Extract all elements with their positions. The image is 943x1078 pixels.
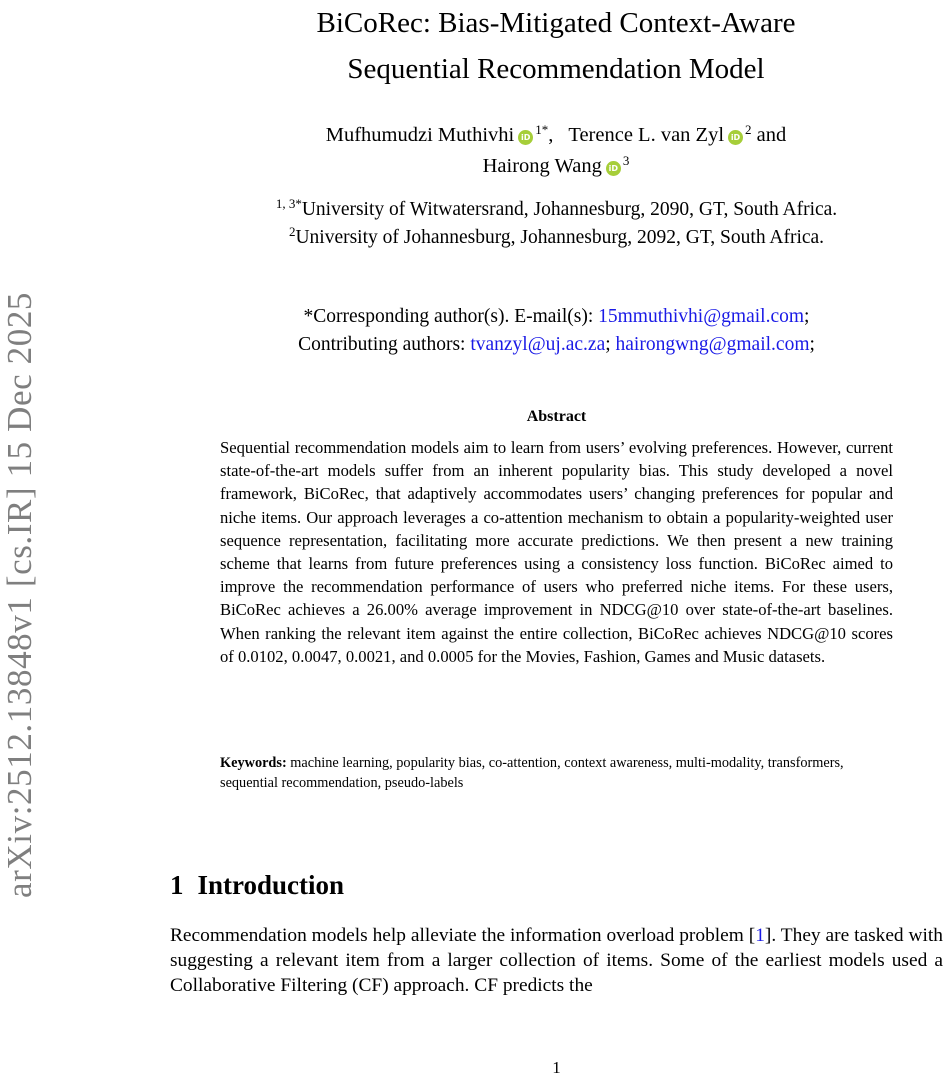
orcid-icon[interactable]: iD: [728, 130, 743, 145]
author-affiliation-mark: 3: [622, 153, 630, 168]
section-heading: [170, 870, 344, 901]
affiliation-line: [170, 196, 943, 224]
authors-conjunction: and: [756, 124, 787, 146]
email-link[interactable]: tvanzyl@uj.ac.za: [470, 334, 606, 355]
arxiv-identifier-stamp: arXiv:2512.13848v1 [cs.IR] 15 Dec 2025: [0, 291, 39, 899]
page-number: 1: [552, 1058, 561, 1077]
keywords-text: machine learning, popularity bias, co-attention, context awareness, multi-modality, transformers, sequential recommendation, pseudo-labels: [220, 755, 844, 791]
author-name: Terence L. van Zyl: [568, 124, 725, 146]
orcid-icon[interactable]: iD: [606, 161, 621, 176]
title-line-2: Sequential Recommendation Model: [347, 53, 765, 85]
email-link[interactable]: hairongwng@gmail.com: [615, 334, 810, 355]
author-list: [200, 120, 912, 182]
contributing-line: Contributing authors: tvanzyl@uj.ac.za; hairongwng@gmail.com;: [298, 334, 815, 355]
intro-text: ]. They are tasked with suggesting a relevant item from a larger collection of items. Some of the earliest models used a Collaborative Filtering (CF) approach. CF predicts the: [170, 925, 943, 996]
section-title: Introduction: [197, 870, 345, 900]
citation-link[interactable]: 1: [755, 925, 765, 946]
author-name: Mufhumudzi Muthivhi: [325, 124, 515, 146]
email-link[interactable]: 15mmuthivhi@gmail.com: [598, 306, 805, 327]
paper-title: [200, 0, 912, 92]
affiliation-line: [170, 224, 943, 252]
contributing-label: Contributing authors:: [298, 334, 471, 355]
keywords-label: Keywords:: [220, 755, 287, 771]
affiliation-text: University of Johannesburg, Johannesburg, 2092, GT, South Africa.: [295, 227, 825, 248]
orcid-icon[interactable]: iD: [518, 130, 533, 145]
corresponding-line: *Corresponding author(s). E-mail(s): 15mmuthivhi@gmail.com;: [303, 306, 810, 327]
author-name: Hairong Wang: [482, 155, 602, 177]
authors-line-2: [200, 151, 912, 182]
abstract-text: Sequential recommendation models aim to learn from users’ evolving preferences. However, current state-of-the-art models suffer from an inherent popularity bias. This study developed a novel framework, BiCoRec, that adaptively accommodates users’ changing preferences for popular and niche items. Our approach leverages a co-attention mechanism to obtain a popularity-weighted user sequence representation, facilitating more accurate predictions. We then present a new training scheme that learns from future preferences using a consistency loss function. BiCoRec aimed to improve the recommendation performance of users who preferred niche items. For these users, BiCoRec achieves a 26.00% average improvement in NDCG@10 over state-of-the-art baselines. When ranking the relevant item against the entire collection, BiCoRec achieves NDCG@10 scores of 0.0102, 0.0047, 0.0021, and 0.0005 for the Movies, Fashion, Games and Music datasets.: [220, 438, 893, 666]
affiliation-mark: 2: [288, 224, 296, 239]
affiliation-text: University of Witwatersrand, Johannesburg, 2090, GT, South Africa.: [301, 199, 838, 220]
abstract-heading: Abstract: [526, 408, 587, 425]
authors-line-1: Mufhumudzi Muthivhi $iD^{1*}$, Terence L. van Zyl $iD^2$ and: [325, 122, 787, 146]
section-number: 1: [170, 870, 184, 900]
author-affiliation-mark: 1*: [535, 122, 549, 137]
title-line-1: BiCoRec: Bias-Mitigated Context-Aware: [316, 7, 796, 39]
corresponding-label: *Corresponding author(s). E-mail(s):: [303, 306, 599, 327]
intro-paragraph: [170, 923, 943, 998]
intro-text: Recommendation models help alleviate the information overload problem [: [170, 925, 756, 946]
affiliation-mark: 1, 3*: [275, 196, 302, 211]
author-affiliation-mark: 2: [745, 122, 752, 137]
keywords: [220, 753, 893, 793]
affiliations: [170, 196, 943, 252]
correspondence: [170, 303, 943, 359]
